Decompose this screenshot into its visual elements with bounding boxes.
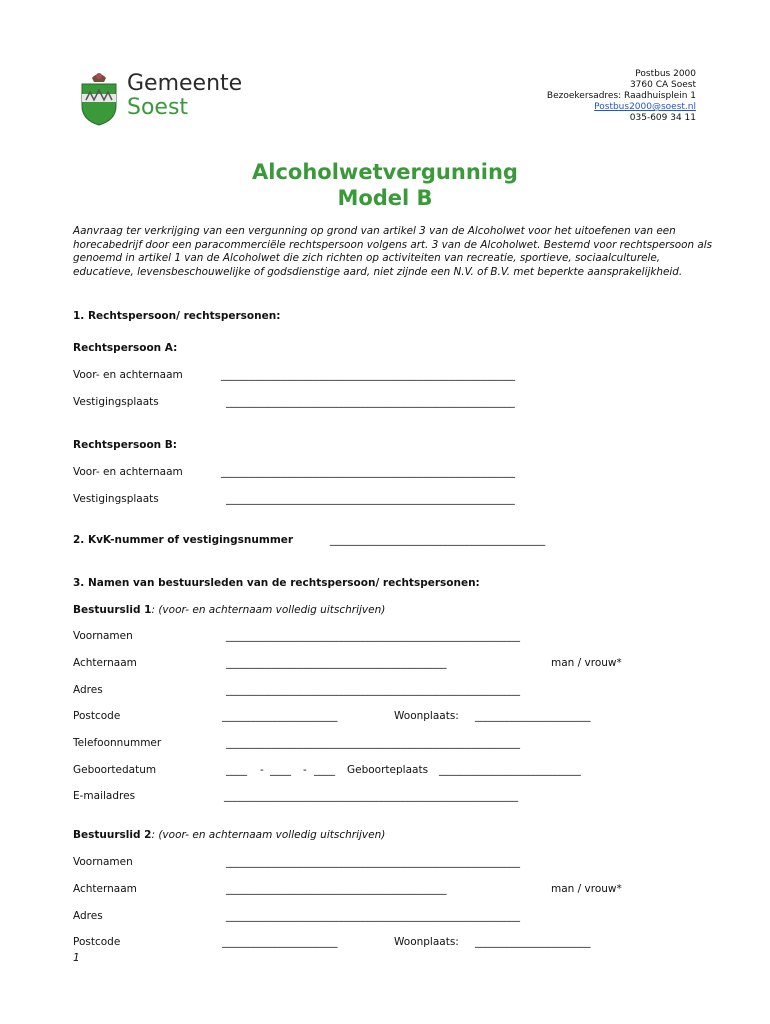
rp-a-place-label: Vestigingsplaats bbox=[73, 396, 159, 408]
rp-b-place-label: Vestigingsplaats bbox=[73, 493, 159, 505]
title-line1: Alcoholwetvergunning bbox=[252, 160, 518, 184]
b2-adres-field[interactable]: ________________________________________________________ bbox=[226, 910, 520, 922]
bestuurslid2-note: : (voor- en achternaam volledig uitschrijven) bbox=[151, 829, 386, 841]
section1-title: 1. Rechtspersoon/ rechtspersonen: bbox=[73, 310, 281, 322]
b1-geboortedatum-label: Geboortedatum bbox=[73, 764, 157, 776]
b1-geboorteplaats-field[interactable]: ___________________________ bbox=[439, 764, 581, 776]
b2-woonplaats-label: Woonplaats: bbox=[394, 936, 459, 948]
rp-a-name-field[interactable]: ________________________________________________________ bbox=[221, 369, 515, 381]
b1-postcode-label: Postcode bbox=[73, 710, 121, 722]
rp-a-name-label: Voor- en achternaam bbox=[73, 369, 183, 381]
bestuurslid1-heading: Bestuurslid 1 bbox=[73, 604, 152, 616]
page-number: 1 bbox=[73, 952, 80, 964]
bestuurslid2-heading-row bbox=[73, 829, 385, 841]
coat-of-arms-icon bbox=[80, 70, 118, 126]
email-link[interactable]: Postbus2000@soest.nl bbox=[594, 102, 696, 112]
b1-telefoon-field[interactable]: ________________________________________________________ bbox=[226, 737, 520, 749]
rp-b-name-label: Voor- en achternaam bbox=[73, 466, 183, 478]
b1-woonplaats-field[interactable]: ______________________ bbox=[475, 710, 591, 722]
section3-title: 3. Namen van bestuursleden van de rechtspersoon/ rechtspersonen: bbox=[73, 577, 480, 589]
b1-date-sep2: - bbox=[303, 764, 307, 776]
b1-adres-field[interactable]: ________________________________________________________ bbox=[226, 684, 520, 696]
b1-month-field[interactable]: ____ bbox=[270, 764, 291, 776]
section2-title: 2. KvK-nummer of vestigingsnummer bbox=[73, 534, 294, 546]
kvk-field[interactable]: _________________________________________ bbox=[330, 534, 546, 546]
address-line1: Postbus 2000 bbox=[635, 69, 696, 79]
b1-day-field[interactable]: ____ bbox=[226, 764, 247, 776]
b2-woonplaats-field[interactable]: ______________________ bbox=[475, 936, 591, 948]
rp-a-heading: Rechtspersoon A: bbox=[73, 342, 178, 354]
address-block bbox=[547, 69, 696, 124]
b1-geboorteplaats-label: Geboorteplaats bbox=[347, 764, 429, 776]
bestuurslid1-heading-row bbox=[73, 604, 385, 616]
b1-telefoon-label: Telefoonnummer bbox=[73, 737, 162, 749]
title-line2: Model B bbox=[337, 186, 433, 210]
b1-achternaam-label: Achternaam bbox=[73, 657, 137, 669]
b2-postcode-field[interactable]: ______________________ bbox=[222, 936, 338, 948]
b2-postcode-label: Postcode bbox=[73, 936, 121, 948]
rp-b-heading: Rechtspersoon B: bbox=[73, 439, 178, 451]
b2-sex-choice[interactable]: man / vrouw* bbox=[551, 883, 622, 895]
b2-voornamen-label: Voornamen bbox=[73, 856, 133, 868]
bestuurslid2-heading: Bestuurslid 2 bbox=[73, 829, 152, 841]
b1-adres-label: Adres bbox=[73, 684, 103, 696]
rp-b-name-field[interactable]: ________________________________________________________ bbox=[221, 466, 515, 478]
page-title bbox=[0, 159, 770, 211]
bestuurslid1-note: : (voor- en achternaam volledig uitschrijven) bbox=[151, 604, 386, 616]
b2-adres-label: Adres bbox=[73, 910, 103, 922]
logo-line1: Gemeente bbox=[127, 71, 243, 96]
rp-a-place-field[interactable]: _______________________________________________________ bbox=[226, 396, 515, 408]
phone-number: 035-609 34 11 bbox=[629, 113, 696, 123]
b1-email-field[interactable]: ________________________________________________________ bbox=[224, 790, 518, 802]
b2-voornamen-field[interactable]: ________________________________________________________ bbox=[226, 856, 520, 868]
address-line3: Bezoekersadres: Raadhuisplein 1 bbox=[546, 91, 696, 101]
b1-postcode-field[interactable]: ______________________ bbox=[222, 710, 338, 722]
b1-voornamen-label: Voornamen bbox=[73, 630, 133, 642]
b1-woonplaats-label: Woonplaats: bbox=[394, 710, 459, 722]
rp-b-place-field[interactable]: _______________________________________________________ bbox=[226, 493, 515, 505]
intro-paragraph: Aanvraag ter verkrijging van een vergunning op grond van artikel 3 van de Alcoholwet voor het uitoefenen van een horecabedrijf door een paracommerciële rechtspersoon volgens art. 3 van de Alcoholwet. Bestemd voor rechtspersoon als genoemd in artikel 1 van de Alcoholwet die zich richten op activiteiten van recreatie, sportieve, sociaalculturele, educatieve, levensbeschouwelijke of godsdienstige aard, niet zijnde een N.V. of B.V. met beperkte aansprakelijkheid. bbox=[73, 225, 713, 278]
b2-achternaam-label: Achternaam bbox=[73, 883, 137, 895]
b2-achternaam-field[interactable]: __________________________________________ bbox=[226, 883, 447, 895]
b1-date-sep1: - bbox=[260, 764, 264, 776]
logo-line2: Soest bbox=[127, 95, 189, 120]
b1-sex-choice[interactable]: man / vrouw* bbox=[551, 657, 622, 669]
b1-year-field[interactable]: ____ bbox=[314, 764, 335, 776]
address-line2: 3760 CA Soest bbox=[629, 80, 696, 90]
b1-achternaam-field[interactable]: __________________________________________ bbox=[226, 657, 447, 669]
b1-voornamen-field[interactable]: ________________________________________________________ bbox=[226, 630, 520, 642]
b1-email-label: E-mailadres bbox=[73, 790, 136, 802]
logo bbox=[80, 70, 260, 128]
logo-text bbox=[127, 72, 242, 120]
